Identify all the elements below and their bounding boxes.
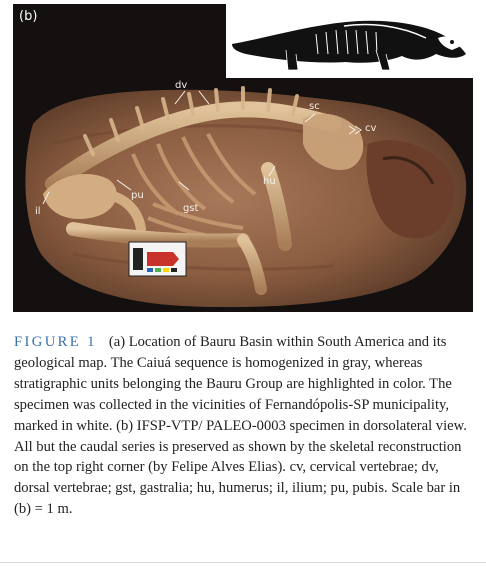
label-ilium: il [35,206,41,217]
figure-photo-panel [13,4,473,312]
skeletal-reconstruction-inset [226,4,473,78]
label-gastralia: gst [183,203,199,214]
label-pubis: pu [131,190,144,201]
panel-label: (b) [19,9,38,24]
label-scapula: sc [309,101,320,112]
figure-number-label: FIGURE 1 [14,334,97,350]
caption-text: (a) Location of Bauru Basin within South America and its geological map. The Caiuá sequence is homogenized in gray, whereas stratigraphic units belonging the Bauru Group are highlighted in color. The specimen was collected in the vicinities of Fernandópolis-SP municipality, marked in white. (b) IFSP-VTP/ PALEO-0003 specimen in dorsolateral view. All but the caudal series is preserved as shown by the skeletal reconstruction on the top right corner (by Felipe Alves Elias). cv, cervical vertebrae; dv, dorsal vertebrae; gst, gastralia; hu, humerus; il, ilium; pu, pubis. Scale bar in (b) = 1 m. [14,334,467,518]
label-humerus: hu [263,176,276,187]
bottom-divider [0,562,486,563]
skeleton-reconstruction-drawing [226,4,473,78]
scale-card [129,242,186,276]
label-cervical-vertebrae: cv [365,123,377,134]
label-dorsal-vertebrae: dv [175,80,188,91]
figure-caption [14,332,476,520]
